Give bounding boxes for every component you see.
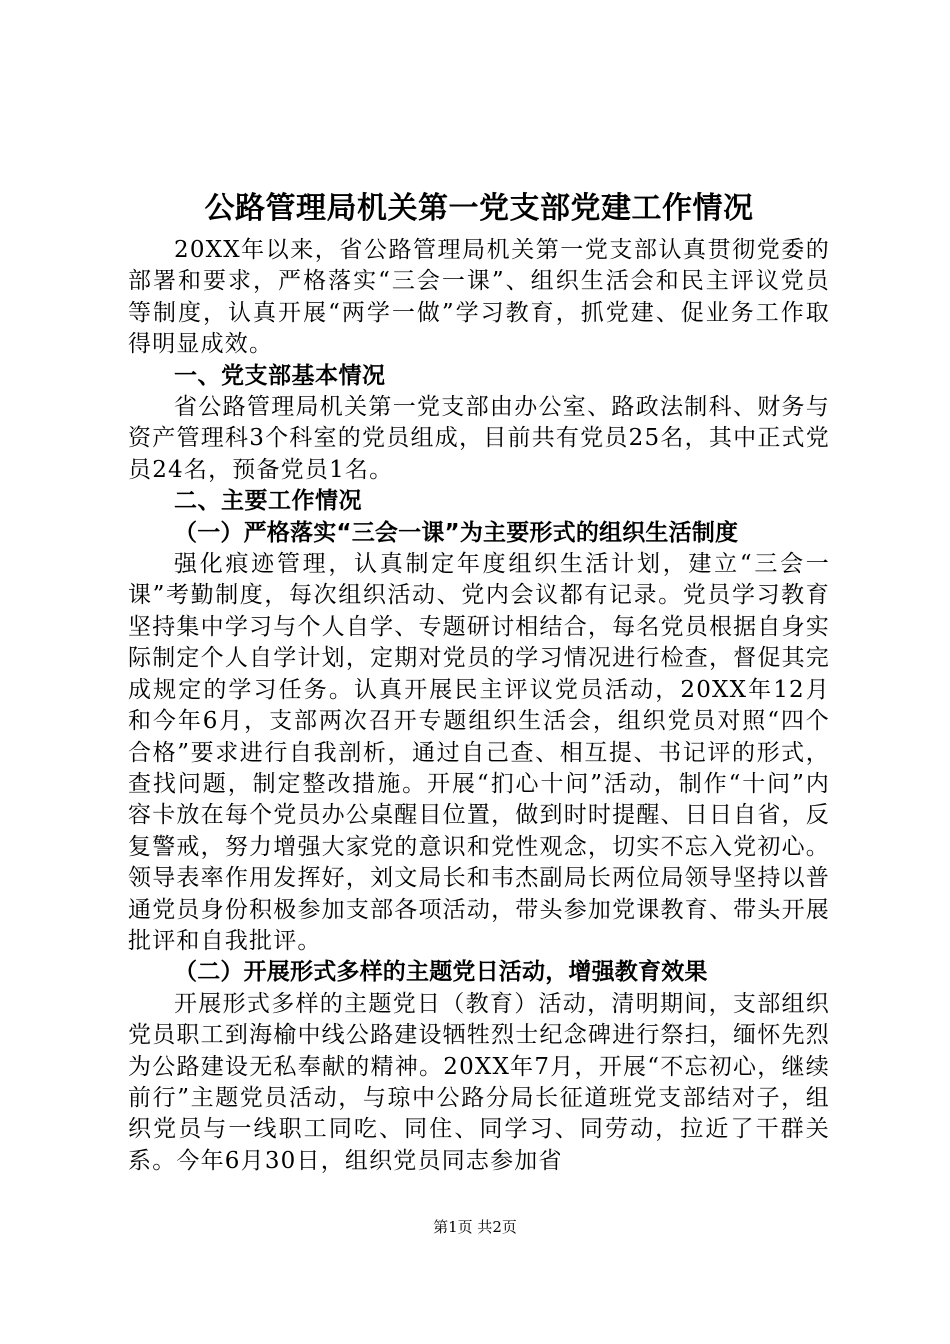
- subsection-heading-1: （一）严格落实“三会一课”为主要形式的组织生活制度: [174, 519, 739, 546]
- document-body: [128, 183, 830, 1177]
- document-title: 公路管理局机关第一党支部党建工作情况: [204, 191, 754, 226]
- section-heading-basic: 一、党支部基本情况: [174, 362, 386, 389]
- subsection-paragraph-2: 开展形式多样的主题党日（教育）活动，清明期间，支部组织党员职工到海榆中线公路建设牺牲烈士纪念碑进行祭扫，缅怀先烈为公路建设无私奉献的精神。20XX年7月，开展“不忘初心，继续前行”主题党员活动，与琼中公路分局长征道班党支部结对子，组织党员与一线职工同吃、同住、同学习、同劳动，拉近了干群关系。今年6月30日，组织党员同志参加省: [128, 990, 830, 1174]
- page-footer: 第1页 共2页: [433, 1218, 517, 1236]
- subsection-heading-2: （二）开展形式多样的主题党日活动，增强教育效果: [174, 959, 708, 986]
- section-heading-main-work: 二、主要工作情况: [174, 488, 362, 515]
- subsection-paragraph-1: 强化痕迹管理，认真制定年度组织生活计划，建立“三会一课”考勤制度，每次组织活动、党内会议都有记录。党员学习教育坚持集中学习与个人自学、专题研讨相结合，每名党员根据自身实际制定个人自学计划，定期对党员的学习情况进行检查，督促其完成规定的学习任务。认真开展民主评议党员活动，20XX年12月和今年6月，支部两次召开专题组织生活会，组织党员对照“四个合格”要求进行自我剖析，通过自己查、相互提、书记评的形式，查找问题，制定整改措施。开展“扪心十问”活动，制作“十问”内容卡放在每个党员办公桌醒目位置，做到时时提醒、日日自省，反复警戒，努力增强大家党的意识和党性观念，切实不忘入党初心。领导表率作用发挥好，刘文局长和韦杰副局长两位局领导坚持以普通党员身份积极参加支部各项活动，带头参加党课教育、带头开展批评和自我批评。: [128, 551, 830, 954]
- intro-paragraph: 20XX年以来，省公路管理局机关第一党支部认真贯彻党委的部署和要求，严格落实“三会一课”、组织生活会和民主评议党员等制度，认真开展“两学一做”学习教育，抓党建、促业务工作取得明显成效。: [128, 237, 830, 358]
- section-paragraph-basic: 省公路管理局机关第一党支部由办公室、路政法制科、财务与资产管理科3个科室的党员组成，目前共有党员25名，其中正式党员24名，预备党员1名。: [128, 394, 830, 483]
